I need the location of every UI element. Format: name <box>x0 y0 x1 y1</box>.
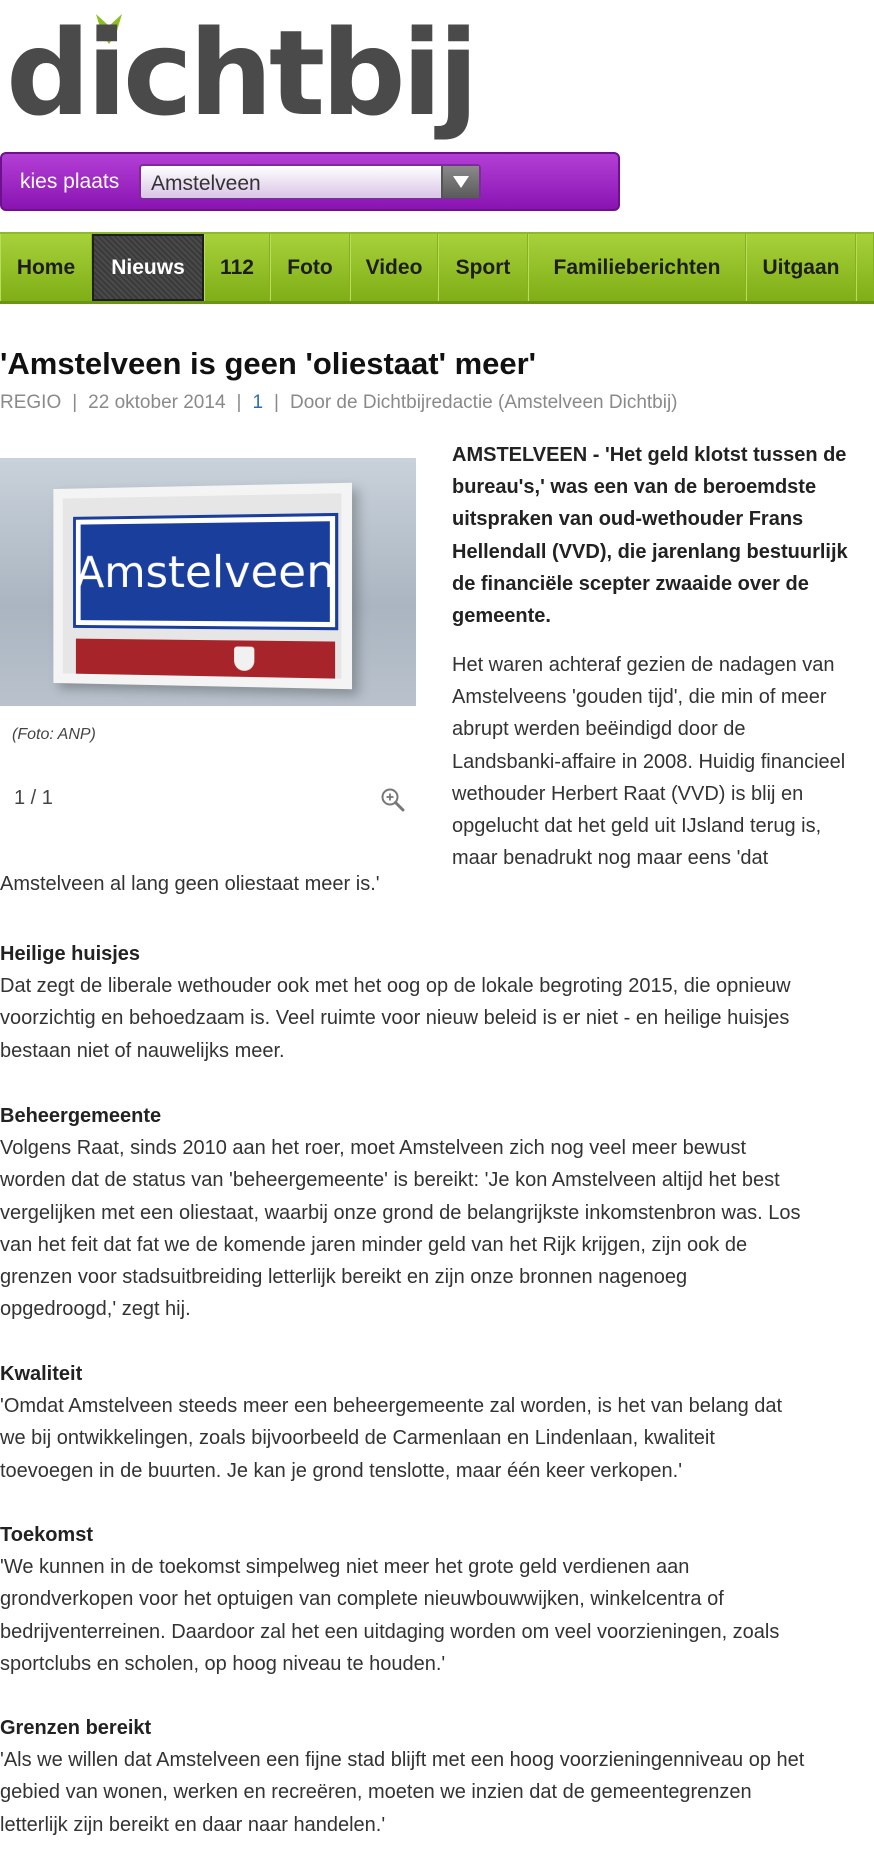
paragraph-line: bestaan niet of nauwelijks meer. <box>0 1039 285 1062</box>
paragraph-line: grondverkopen voor het optuigen van complete nieuwbouwwijken, winkelcentra of <box>0 1588 724 1611</box>
section-heading: Grenzen bereikt <box>0 1717 152 1739</box>
paragraph-line: grenzen voor stadsuitbreiding letterlijk bereikt en zijn onze bronnen nagenoeg <box>0 1266 688 1289</box>
nav-item-video[interactable]: Video <box>350 234 438 301</box>
article-author: Door de Dichtbijredactie (Amstelveen Dichtbij) <box>289 392 678 413</box>
main-nav <box>0 232 874 304</box>
paragraph-line: abrupt werden beëindigd door de <box>452 718 746 741</box>
article-meta: REGIO | 22 oktober 2014 | 1 | Door de Dichtbijredactie (Amstelveen Dichtbij) <box>0 392 678 413</box>
article-title: 'Amstelveen is geen 'oliestaat' meer' <box>0 346 537 381</box>
place-selector-bar <box>0 152 620 211</box>
section-heading: Kwaliteit <box>0 1363 83 1385</box>
paragraph-line: Amstelveen al lang geen oliestaat meer is.' <box>0 873 380 895</box>
section-beheergemeente <box>0 1100 874 1325</box>
logo-wordmark: dichtbij <box>6 4 475 142</box>
paragraph-line: voorzichtig en behoedzaam is. Veel ruimte voor nieuw beleid is er niet - en heilige huisjes <box>0 1007 790 1030</box>
comment-count-link[interactable]: 1 <box>252 392 264 413</box>
paragraph-line: 'Omdat Amstelveen steeds meer een beheergemeente zal worden, is het van belang dat <box>0 1395 783 1418</box>
sign-text: Amstelveen <box>75 545 336 598</box>
paragraph-line: sportclubs en scholen, op hoog niveau te houden.' <box>0 1652 446 1675</box>
nav-item-sport[interactable]: Sport <box>438 234 528 301</box>
paragraph-line: 'Als we willen dat Amstelveen een fijne stad blijft met een hoog voorzieningenniveau op het <box>0 1749 805 1772</box>
place-dropdown[interactable] <box>139 164 481 200</box>
coat-of-arms-icon <box>234 646 254 671</box>
paragraph-line: maar benadrukt nog maar eens 'dat <box>452 847 769 870</box>
nav-item-home[interactable]: Home <box>0 234 92 301</box>
section-heading: Toekomst <box>0 1524 93 1546</box>
lead-line: AMSTELVEEN - 'Het geld klotst tussen de <box>452 444 847 466</box>
paragraph-line: wethouder Herbert Raat (VVD) is blij en <box>452 782 804 805</box>
article-lead <box>452 439 874 632</box>
paragraph-line: gebied van wonen, werken en recreëren, moeten we inzien dat de gemeentegrenzen <box>0 1781 752 1804</box>
paragraph-line: bedrijventerreinen. Daardoor zal het een uitdaging worden om veel voorzieningen, zoals <box>0 1620 780 1643</box>
photo-caption: (Foto: ANP) <box>12 726 96 743</box>
nav-item-foto[interactable]: Foto <box>270 234 350 301</box>
site-logo[interactable] <box>6 4 475 143</box>
section-heilige-huisjes <box>0 938 874 1067</box>
nav-item-112[interactable]: 112 <box>204 234 270 301</box>
paragraph-line: we bij ontwikkelingen, zoals bijvoorbeeld de Carmenlaan en Lindenlaan, kwaliteit <box>0 1427 715 1450</box>
lead-line: gemeente. <box>452 605 551 628</box>
nav-item-uitgaan[interactable]: Uitgaan <box>746 234 856 301</box>
paragraph-line: opgelucht dat het geld uit IJsland terug is, <box>452 815 822 838</box>
sign-illustration <box>53 483 352 689</box>
paragraph-line: letterlijk zijn bereikt en daar naar handelen.' <box>0 1813 386 1836</box>
article-date: 22 oktober 2014 <box>88 392 226 413</box>
lead-line: de financiële scepter zwaaide over de <box>452 572 809 595</box>
lead-line: Hellendall (VVD), die jarenlang bestuurlijk <box>452 540 848 563</box>
paragraph-line: worden dat de status van 'beheergemeente' is bereikt: 'Je kon Amstelveen altijd het best <box>0 1169 780 1192</box>
paragraph-line: van het feit dat fat we de komende jaren minder geld van het Rijk krijgen, zijn ook de <box>0 1233 748 1256</box>
section-heading: Beheergemeente <box>0 1105 162 1127</box>
lead-line: bureau's,' was een van de beroemdste <box>452 476 817 499</box>
section-heading: Heilige huisjes <box>0 943 141 965</box>
paragraph-line: Het waren achteraf gezien de nadagen van <box>452 654 835 676</box>
paragraph-line: opgedroogd,' zegt hij. <box>0 1298 191 1321</box>
chevron-down-icon[interactable] <box>441 166 479 198</box>
article-photo[interactable] <box>0 458 416 706</box>
paragraph-line: Volgens Raat, sinds 2010 aan het roer, moet Amstelveen zich nog veel meer bewust <box>0 1137 746 1160</box>
paragraph-line: toevoegen in de buurten. Je kan je grond tenslotte, maar één keer verkopen.' <box>0 1459 683 1482</box>
nav-item-overflow[interactable] <box>856 234 874 301</box>
zoom-in-icon[interactable] <box>380 787 406 813</box>
lead-line: uitspraken van oud-wethouder Frans <box>452 508 804 531</box>
article-category[interactable]: REGIO <box>0 392 62 413</box>
nav-item-familieberichten[interactable]: Familieberichten <box>528 234 746 301</box>
section-kwaliteit <box>0 1358 874 1487</box>
gallery-counter: 1 / 1 <box>14 787 53 809</box>
paragraph-line: Amstelveens 'gouden tijd', die min of meer <box>452 686 827 709</box>
place-label: kies plaats <box>20 170 120 193</box>
section-grenzen-bereikt <box>0 1712 874 1841</box>
paragraph-line: vergelijken met een oliestaat, waarbij onze grond de belangrijkste inkomstenbron was. Los <box>0 1201 801 1224</box>
paragraph-line: Dat zegt de liberale wethouder ook met het oog op de lokale begroting 2015, die opnieuw <box>0 975 791 998</box>
place-selected-value: Amstelveen <box>151 172 261 195</box>
article-paragraph <box>452 649 874 874</box>
nav-item-nieuws[interactable]: Nieuws <box>92 234 204 301</box>
section-toekomst <box>0 1519 874 1680</box>
paragraph-line: 'We kunnen in de toekomst simpelweg niet meer het grote geld verdienen aan <box>0 1556 690 1579</box>
paragraph-line: Landsbanki-affaire in 2008. Huidig financieel <box>452 750 846 773</box>
